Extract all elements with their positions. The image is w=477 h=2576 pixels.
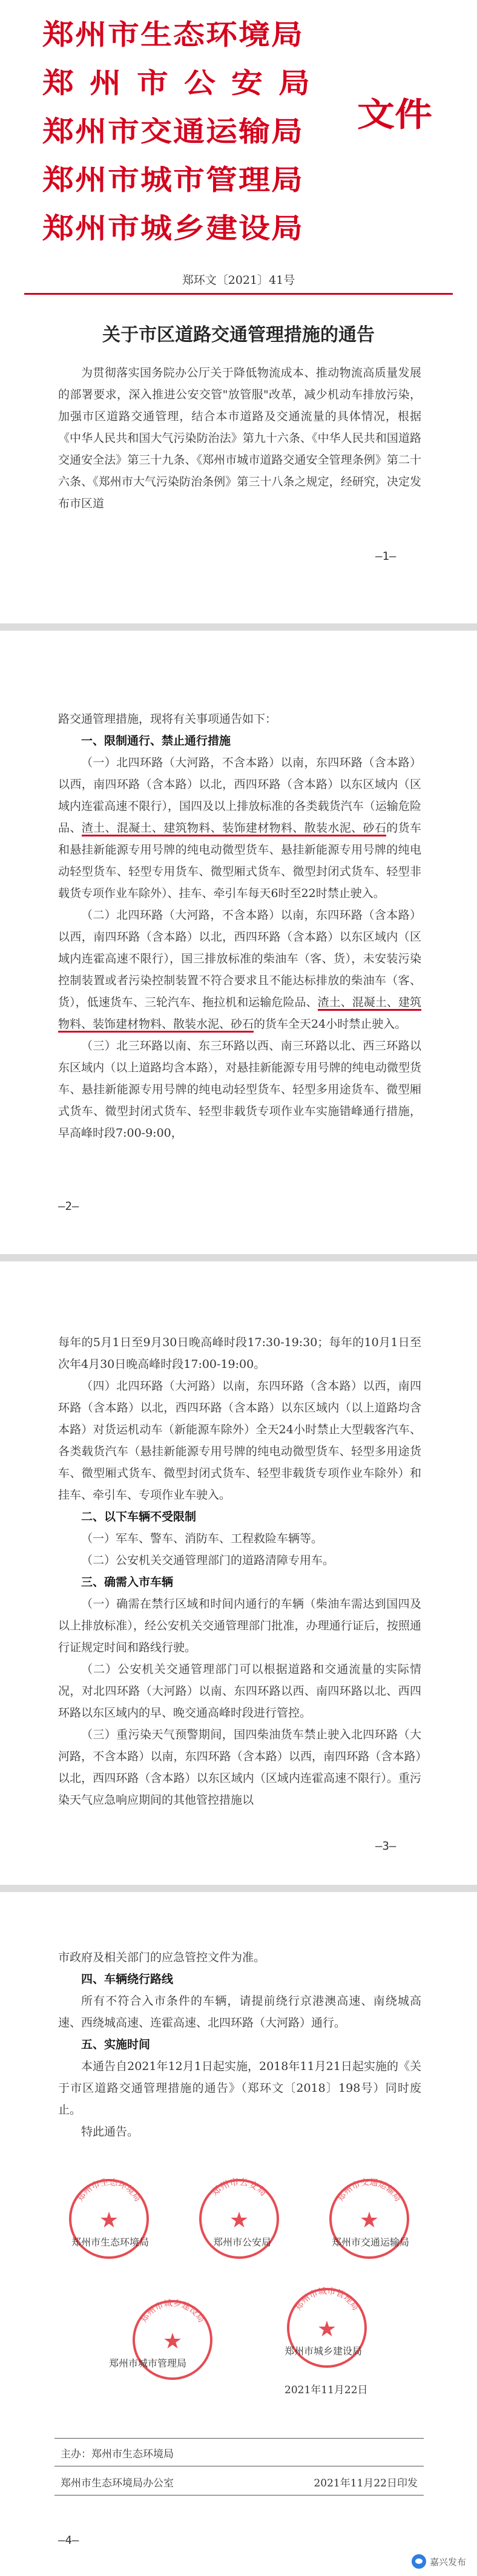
seal-star: ★ [317,2317,337,2342]
section-heading: 二、以下车辆不受限制 [81,1510,197,1523]
seal-text: 郑州市公安局 [209,2177,269,2198]
wechat-account-icon [412,2554,426,2569]
svg-text:郑州市城乡建设局 [139,2299,206,2325]
section-heading: 一、限制通行、禁止通行措施 [81,734,231,748]
seal-graphic [327,2177,412,2261]
issuer-line [61,2474,418,2489]
text-run: 的货车和悬挂新能源专用号牌的纯电动微型货车、悬挂新能源专用号牌的纯电动轻型货车、轻型专用货车、微型厢式货车、微型封闭式货车、轻型非载货专项作业车除外）、挂车、牵引车每天6时至22时禁止驶入。 [58,821,421,900]
paragraph: （二）公安机关交通管理部门的道路清障专用车。 [81,1554,335,1567]
seal-text: 郑州市交通运输局 [335,2177,403,2204]
svg-text:郑州市城市管理局 [293,2287,361,2313]
paragraph: （一）军车、警车、消防车、工程救险车辆等。 [81,1532,323,1545]
paragraph: 为贯彻落实国务院办公厅关于降低物流成本、推动物流高质量发展的部署要求，深入推进公安交管"放管服"改革，减少机动车排放污染，加强市区道路交通管理，结合本市道路及交通流量的具体情况，根据《中华人民共和国大气污染防治法》第九十六条、《中华人民共和国道路交通安全法》第三十九条、《郑州市城市道路交通安全管理条例》第二十六条、《郑州市大气污染防治条例》第三十八条之规定，经研究，决定发布市区道 [58,366,421,510]
page-number: —1— [375,550,396,563]
body-text [58,1332,421,1811]
seal-caption: 郑州市城市管理局 [109,2358,187,2369]
issuer: 郑州市生态环境局办公室 [61,2477,174,2489]
text-run: （一）北四环路（大河路，不含本路）以南，东四环路（含本路）以西，南四环路（含本路）以北，西四环路（含本路）以东区域内（区域内连霍高速不限行），国四及以上排放标准的各类载货汽车（运输危险品、 [58,756,421,835]
seal-graphic [197,2177,281,2261]
paragraph: （二）公安机关交通管理部门可以根据道路和交通流量的实际情况，对北四环路（大河路）以南、东四环路以西、南四环路以北、西四环路以东区域内的早、晚交通高峰时段进行管控。 [58,1663,421,1720]
seal-star: ★ [99,2208,119,2233]
seal-graphic [285,2285,369,2370]
page-2 [0,631,477,1254]
section-heading: 四、车辆绕行路线 [81,1973,174,1986]
wenjian-label: 文件 [357,94,433,134]
paragraph: 所有不符合入市条件的车辆，请提前绕行京港澳高速、南绕城高速、西绕城高速、连霍高速、北四环路（大河路）通行。 [58,1994,421,2029]
seal-caption: 郑州市交通运输局 [332,2236,410,2248]
paragraph: （一）确需在禁行区域和时间内通行的车辆（柴油车需达到国四及以上排放标准），经公安机关交通管理部门批准，办理通行证后，按照通行证规定时间和路线行驶。 [58,1597,421,1654]
paragraph: （三）重污染天气预警期间，国四柴油货车禁止驶入北四环路（大河路，不含本路）以南，东四环路（含本路）以西，南四环路（含本路）以北，西四环路（含本路）以东区域内（区域内连霍高速不限行）。重污染天气应急响应期间的其他管控措施以 [58,1728,421,1807]
paragraph: （三）北三环路以南、东三环路以西、南三环路以北、西三环路以东区域内（以上道路均含本路），对悬挂新能源专用号牌的纯电动微型货车、悬挂新能源专用号牌的纯电动轻型货车、轻型多用途货车、微型厢式货车、微型封闭式货车、轻型非载货专项作业车实施错峰通行措施，早高峰时段7:00-9:00， [58,1039,421,1140]
highlighted-text: 渣土、混凝土、建筑物料、装饰建材物料、散装水泥、砂石 [82,821,387,836]
seal-caption: 郑州市生态环境局 [71,2236,150,2248]
seal-graphic [67,2177,151,2261]
page-1 [0,0,477,623]
section-heading: 五、实施时间 [81,2038,151,2051]
page-title: 关于市区道路交通管理措施的通告 [102,324,375,346]
seal-star: ★ [162,2329,183,2354]
body-text [58,1947,421,2143]
official-seal [130,2298,215,2382]
paragraph: （四）北四环路（大河路）以南，东四环路（含本路）以西，南四环路（含本路）以北，西四环路（含本路）以东区域内（以上道路均含本路）对货运机动车（新能源车除外）全天24小时禁止大型载客汽车、各类载货汽车（悬挂新能源专用号牌的纯电动微型货车、轻型多用途货车、微型厢式货车、微型封闭式货车、轻型非载货专项作业车除外）和挂车、牵引车、专项作业车驶入。 [58,1379,421,1502]
official-seal [197,2177,281,2261]
seal-text: 郑州市城市管理局 [293,2286,361,2313]
watermark [412,2554,466,2569]
seal-text: 郑州市生态环境局 [75,2177,143,2204]
seal-star: ★ [359,2208,380,2233]
body-text [58,708,421,1144]
org-name: 郑州市交通运输局 [42,115,304,148]
paragraph [58,752,421,904]
org-name: 郑州市生态环境局 [42,18,304,51]
page-number: —3— [375,1839,396,1853]
page-3 [0,1261,477,1885]
issue-date-signature: 2021年11月22日 [285,2384,368,2396]
seal-text: 郑州市城乡建设局 [139,2298,206,2325]
org-name: 郑州市城乡建设局 [42,212,304,245]
official-seal [67,2177,151,2261]
paragraph: 路交通管理措施，现将有关事项通告如下： [58,712,277,726]
official-seal [327,2177,412,2261]
watermark-text: 嘉兴发布 [429,2556,466,2568]
paragraph: 特此通告。 [81,2125,139,2138]
org-name: 郑州市公安局 [42,67,326,100]
red-divider [24,293,453,295]
text-run: 的货车全天24小时禁止驶入。 [254,1017,407,1031]
body-text [58,362,421,514]
seal-caption: 郑州市城乡建设局 [285,2345,363,2357]
footer-divider [54,2495,424,2496]
issuing-orgs [42,11,357,253]
issue-date: 2021年11月22日印发 [314,2477,418,2489]
page-number: —4— [58,2534,79,2547]
org-name: 郑州市城市管理局 [42,163,304,197]
footer-divider [54,2438,424,2439]
svg-text:郑州市交通运输局 [335,2178,403,2204]
section-heading: 三、确需入市车辆 [81,1576,174,1589]
highlighted-text: 渣土、混凝土、建筑物料、装饰建材物料、散装水泥、砂石 [58,996,421,1033]
paragraph [58,904,421,1035]
seal-graphic [130,2298,215,2382]
page-number: —2— [58,1200,79,1213]
doc-number: 郑环文〔2021〕41号 [182,274,295,287]
paragraph: 市政府及相关部门的应急管控文件为准。 [58,1951,266,1964]
page-4 [0,1892,477,2576]
text-run: （二）北四环路（大河路，不含本路）以南，东四环路（含本路）以西，南四环路（含本路）以北，西四环路（含本路）以东区域内（区域内连霍高速不限行），国三排放标准的柴油车（客、货），未安装污染控制装置或者污染控制装置不符合要求且不能达标排放的柴油车（客、货），低速货车、三轮汽车、拖拉机和运输危险品、 [58,908,421,1009]
official-seal [285,2285,369,2370]
main-recipient: 主办：郑州市生态环境局 [61,2448,174,2460]
seal-star: ★ [229,2208,249,2233]
seal-caption: 郑州市公安局 [213,2236,272,2248]
paragraph: 本通告自2021年12月1日起实施，2018年11月21日起实施的《关于市区道路交通管理措施的通告》（郑环文〔2018〕198号）同时废止。 [58,2060,421,2117]
paragraph: 每年的5月1日至9月30日晚高峰时段17:30-19:30；每年的10月1日至次年4月30日晚高峰时段17:00-19:00。 [58,1336,421,1371]
